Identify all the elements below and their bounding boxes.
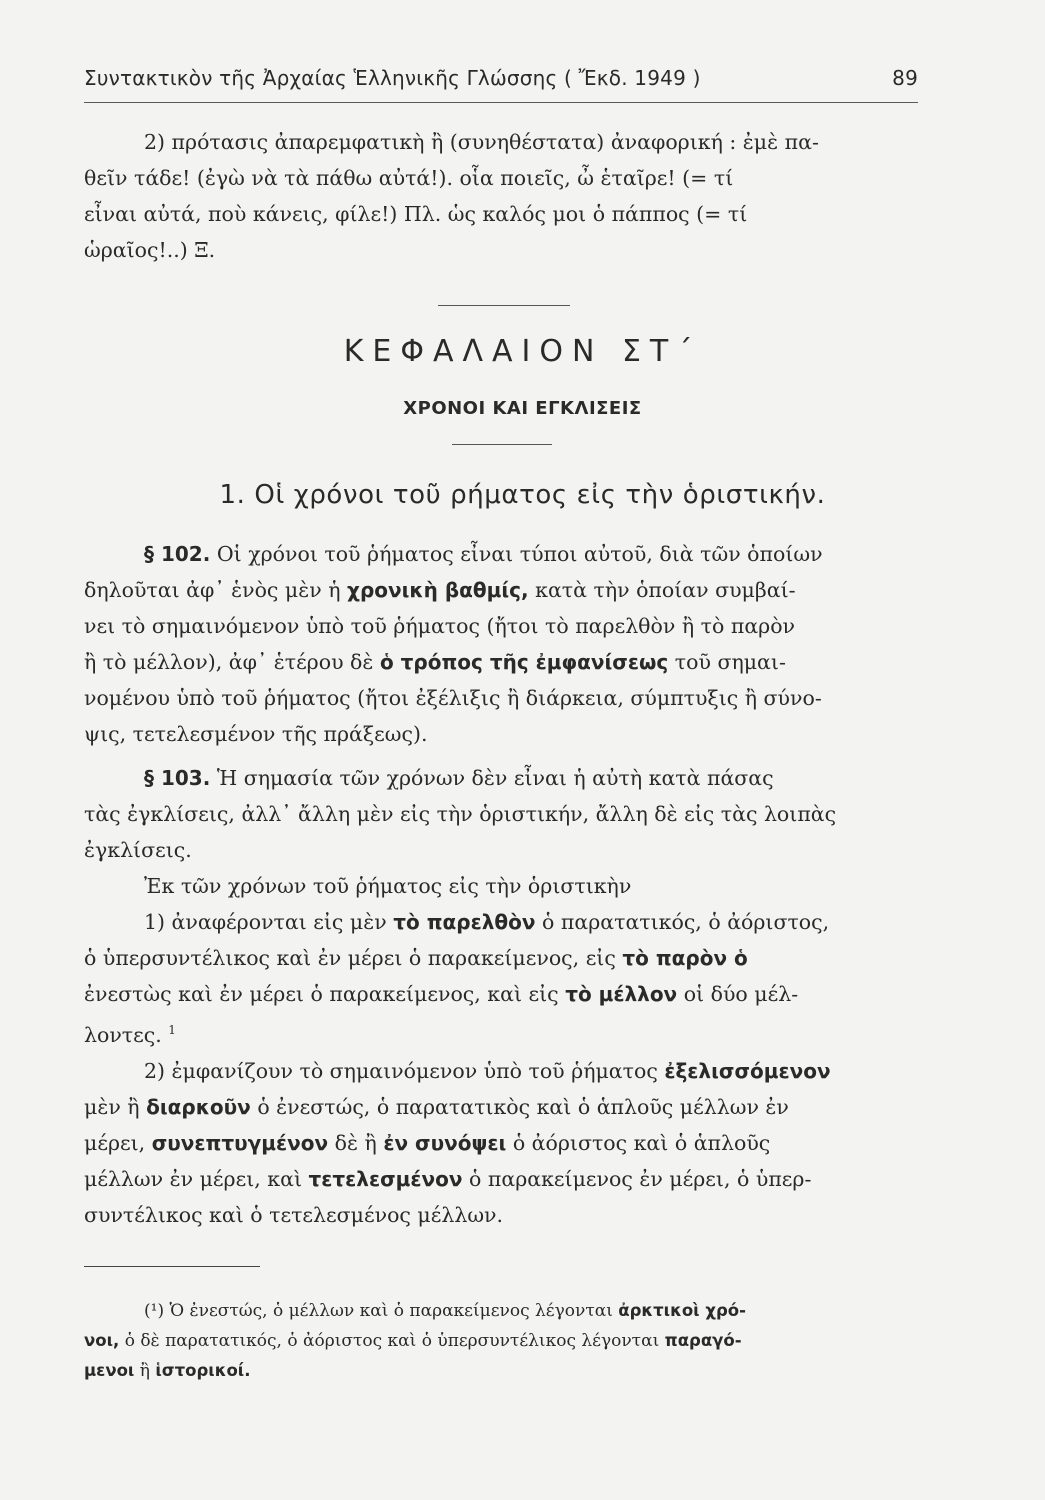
emphasis: τὸ παρελθὸν <box>393 910 536 934</box>
paragraph-number: § 102. <box>144 542 211 566</box>
text-line <box>84 644 918 680</box>
emphasis: διαρκοῦν <box>146 1094 251 1119</box>
text-run: οἱ δύο μέλ- <box>683 982 799 1006</box>
text-line: 2) πρότασις ἀπαρεμφατικὴ ἢ (συνηθέστατα) ἀναφορική : ἐμὲ πα- <box>144 130 819 154</box>
emphasis: ἐν συνόψει <box>383 1130 507 1155</box>
text-run: 2) ἐμφανίζουν τὸ σημαινόμενον ὑπὸ τοῦ ῥήματος <box>144 1058 658 1083</box>
text-line <box>84 1012 918 1053</box>
emphasis: συνεπτυγμένον <box>151 1130 329 1155</box>
text-line: θεῖν τάδε! (ἐγὼ νὰ τὰ πάθω αὐτά!). οἷα ποιεῖς, ὦ ἑταῖρε! (= τί <box>84 166 734 190</box>
emphasis: χρονικὴ βαθμίς, <box>347 578 529 602</box>
text-run: δηλοῦται ἀφ᾿ ἑνὸς μὲν ἡ <box>84 578 341 602</box>
header-rule <box>84 102 918 103</box>
text-run: τοῦ σημαι- <box>674 650 786 674</box>
emphasis: ἐξελισσόμενον <box>664 1058 831 1083</box>
text-run: ὁ ὑπερσυντέλικος καὶ ἐν μέρει ὁ παρακείμενος, εἰς <box>84 946 616 970</box>
text-line <box>84 536 918 572</box>
emphasis: τὸ παρὸν ὁ <box>622 946 748 970</box>
text-line <box>84 976 918 1012</box>
text-run: ἐνεστὼς καὶ ἐν μέρει ὁ παρακείμενος, καὶ εἰς <box>84 982 559 1006</box>
text-line <box>84 1089 918 1125</box>
text-run: κατὰ τὴν ὁποίαν συμβαί- <box>535 578 796 602</box>
text-line: ἐγκλίσεις. <box>84 838 192 862</box>
footnote-marker: (¹) <box>144 1301 165 1321</box>
text-line <box>84 1125 918 1161</box>
emphasis: νοι, <box>84 1331 120 1350</box>
text-run: μέλλων ἐν μέρει, καὶ <box>84 1166 302 1191</box>
text-line: νομένου ὑπὸ τοῦ ῥήματος (ἤτοι ἐξέλιξις ἢ διάρκεια, σύμπτυξις ἢ σύνο- <box>84 686 822 710</box>
intro-paragraph <box>84 124 918 268</box>
paragraph-number: § 103. <box>144 766 211 790</box>
text-line: Ἐκ τῶν χρόνων τοῦ ῥήματος εἰς τὴν ὁριστικὴν <box>144 874 632 898</box>
text-run: μὲν ἢ <box>84 1094 140 1119</box>
emphasis: ἱστορικοί. <box>155 1361 251 1380</box>
section-heading: 1. Οἱ χρόνοι τοῦ ρήματος εἰς τὴν ὁριστικήν. <box>219 480 826 510</box>
text-line: ψις, τετελεσμένον τῆς πράξεως). <box>84 722 428 746</box>
text-run: Οἱ χρόνοι τοῦ ῥήματος εἶναι τύποι αὐτοῦ, διὰ τῶν ὁποίων <box>216 542 823 566</box>
text-line <box>84 1356 918 1386</box>
text-run: ὁ παρακείμενος ἐν μέρει, ὁ ὑπερ- <box>469 1166 812 1191</box>
chapter-subtitle: ΧΡΟΝΟΙ ΚΑΙ ΕΓΚΛΙΣΕΙΣ <box>403 398 642 419</box>
text-run: λοντες. <box>84 1022 162 1047</box>
emphasis: τετελεσμένον <box>308 1166 463 1191</box>
text-line <box>84 572 918 608</box>
paragraph-102 <box>84 536 918 752</box>
text-run: ἢ <box>139 1361 150 1381</box>
text-run: ὁ παρατατικός, ὁ ἀόριστος, <box>542 910 830 934</box>
emphasis: παραγό- <box>664 1331 742 1350</box>
text-line <box>84 1326 918 1356</box>
text-line <box>84 1053 918 1089</box>
page-number: 89 <box>892 66 918 90</box>
running-header <box>84 66 918 90</box>
section-divider <box>452 444 552 445</box>
text-run: ὁ ἀόριστος καὶ ὁ ἁπλοῦς <box>512 1130 771 1155</box>
footnote <box>84 1296 918 1386</box>
text-line: εἶναι αὐτά, ποὺ κάνεις, φίλε!) Πλ. ὡς καλός μοι ὁ πάππος (= τί <box>84 202 748 226</box>
text-line <box>84 904 918 940</box>
text-line <box>84 1161 918 1197</box>
emphasis: ἀρκτικοὶ χρό- <box>618 1301 746 1320</box>
text-line: ὡραῖος!..) Ξ. <box>84 238 216 262</box>
header-title: Συντακτικὸν τῆς Ἀρχαίας Ἑλληνικῆς Γλώσσης ( Ἔκδ. 1949 ) <box>84 66 701 90</box>
text-run: ὁ ἐνεστώς, ὁ παρατατικὸς καὶ ὁ ἁπλοῦς μέλλων ἐν <box>257 1094 789 1119</box>
emphasis: τὸ μέλλον <box>565 982 678 1006</box>
text-run: Ὁ ἐνεστώς, ὁ μέλλων καὶ ὁ παρακείμενος λέγονται <box>169 1301 613 1321</box>
text-line: νει τὸ σημαινόμενον ὑπὸ τοῦ ῥήματος (ἤτοι τὸ παρελθὸν ἢ τὸ παρὸν <box>84 614 796 638</box>
footnote-rule <box>84 1266 260 1267</box>
emphasis: ὁ τρόπος τῆς ἐμφανίσεως <box>379 650 669 674</box>
text-line <box>84 760 918 796</box>
chapter-title: ΚΕΦΑΛΑΙΟΝ ΣΤ΄ <box>343 334 702 369</box>
paragraph-103 <box>84 760 918 1233</box>
text-line <box>84 1296 918 1326</box>
text-run: 1) ἀναφέρονται εἰς μὲν <box>144 910 387 934</box>
text-run: ἢ τὸ μέλλον), ἀφ᾿ ἑτέρου δὲ <box>84 650 374 674</box>
section-divider <box>438 305 570 306</box>
text-run: ὁ δὲ παρατατικός, ὁ ἀόριστος καὶ ὁ ὑπερσυντέλικος λέγονται <box>124 1331 660 1351</box>
text-line <box>84 940 918 976</box>
footnote-ref: 1 <box>168 1023 176 1037</box>
emphasis: μενοι <box>84 1361 135 1380</box>
text-run: μέρει, <box>84 1130 146 1155</box>
text-line: τὰς ἐγκλίσεις, ἀλλ᾿ ἄλλη μὲν εἰς τὴν ὁριστικήν, ἄλλη δὲ εἰς τὰς λοιπὰς <box>84 802 837 826</box>
text-line: συντέλικος καὶ ὁ τετελεσμένος μέλλων. <box>84 1202 504 1227</box>
text-run: Ἡ σημασία τῶν χρόνων δὲν εἶναι ἡ αὐτὴ κατὰ πάσας <box>216 766 774 790</box>
text-run: δὲ ἢ <box>334 1130 377 1155</box>
